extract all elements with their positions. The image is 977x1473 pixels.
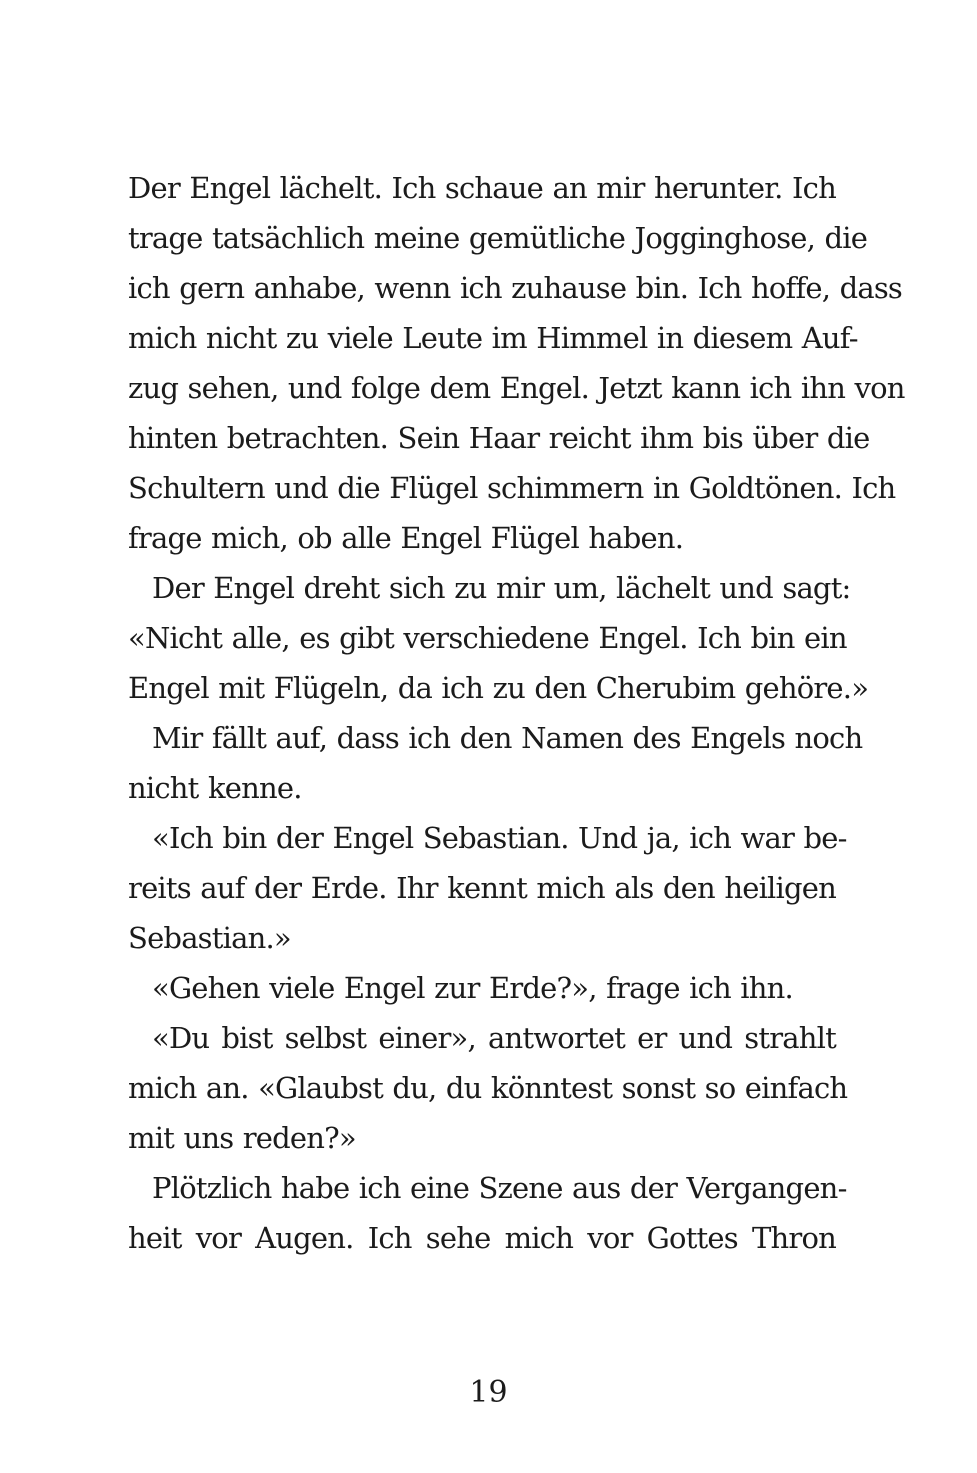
text-line: Sebastian.» (128, 921, 291, 955)
text-line: Plötzlich habe ich eine Szene aus der Vergangen- (152, 1171, 847, 1205)
page-number: 19 (469, 1375, 508, 1410)
text-line: mich nicht zu viele Leute im Himmel in diesem Auf- (128, 321, 858, 355)
text-line: mich an. «Glaubst du, du könntest sonst so einfach (128, 1071, 848, 1105)
text-line: Mir fällt auf, dass ich den Namen des Engels noch (152, 721, 863, 755)
text-line: zug sehen, und folge dem Engel. Jetzt kann ich ihn von (128, 371, 905, 405)
text-line: frage mich, ob alle Engel Flügel haben. (128, 521, 684, 555)
text-line: reits auf der Erde. Ihr kennt mich als den heiligen (128, 871, 836, 905)
text-line: hinten betrachten. Sein Haar reicht ihm bis über die (128, 421, 870, 455)
text-line: Engel mit Flügeln, da ich zu den Cherubim gehöre.» (128, 671, 869, 705)
text-line: «Gehen viele Engel zur Erde?», frage ich ihn. (152, 971, 793, 1005)
text-line: «Du bist selbst einer», antwortet er und strahlt (152, 1021, 836, 1055)
text-line: mit uns reden?» (128, 1121, 356, 1155)
text-line: Schultern und die Flügel schimmern in Goldtönen. Ich (128, 471, 896, 505)
text-line: «Nicht alle, es gibt verschiedene Engel. Ich bin ein (128, 621, 847, 655)
text-line: nicht kenne. (128, 771, 302, 805)
body-text (128, 163, 905, 1263)
text-line: heit vor Augen. Ich sehe mich vor Gottes Thron (128, 1221, 836, 1255)
text-line: ich gern anhabe, wenn ich zuhause bin. Ich hoffe, dass (128, 271, 902, 305)
text-line: Der Engel dreht sich zu mir um, lächelt und sagt: (152, 571, 851, 605)
text-line: Der Engel lächelt. Ich schaue an mir herunter. Ich (128, 171, 836, 205)
text-line: trage tatsächlich meine gemütliche Jogginghose, die (128, 221, 868, 255)
text-line: «Ich bin der Engel Sebastian. Und ja, ich war be- (152, 821, 847, 855)
